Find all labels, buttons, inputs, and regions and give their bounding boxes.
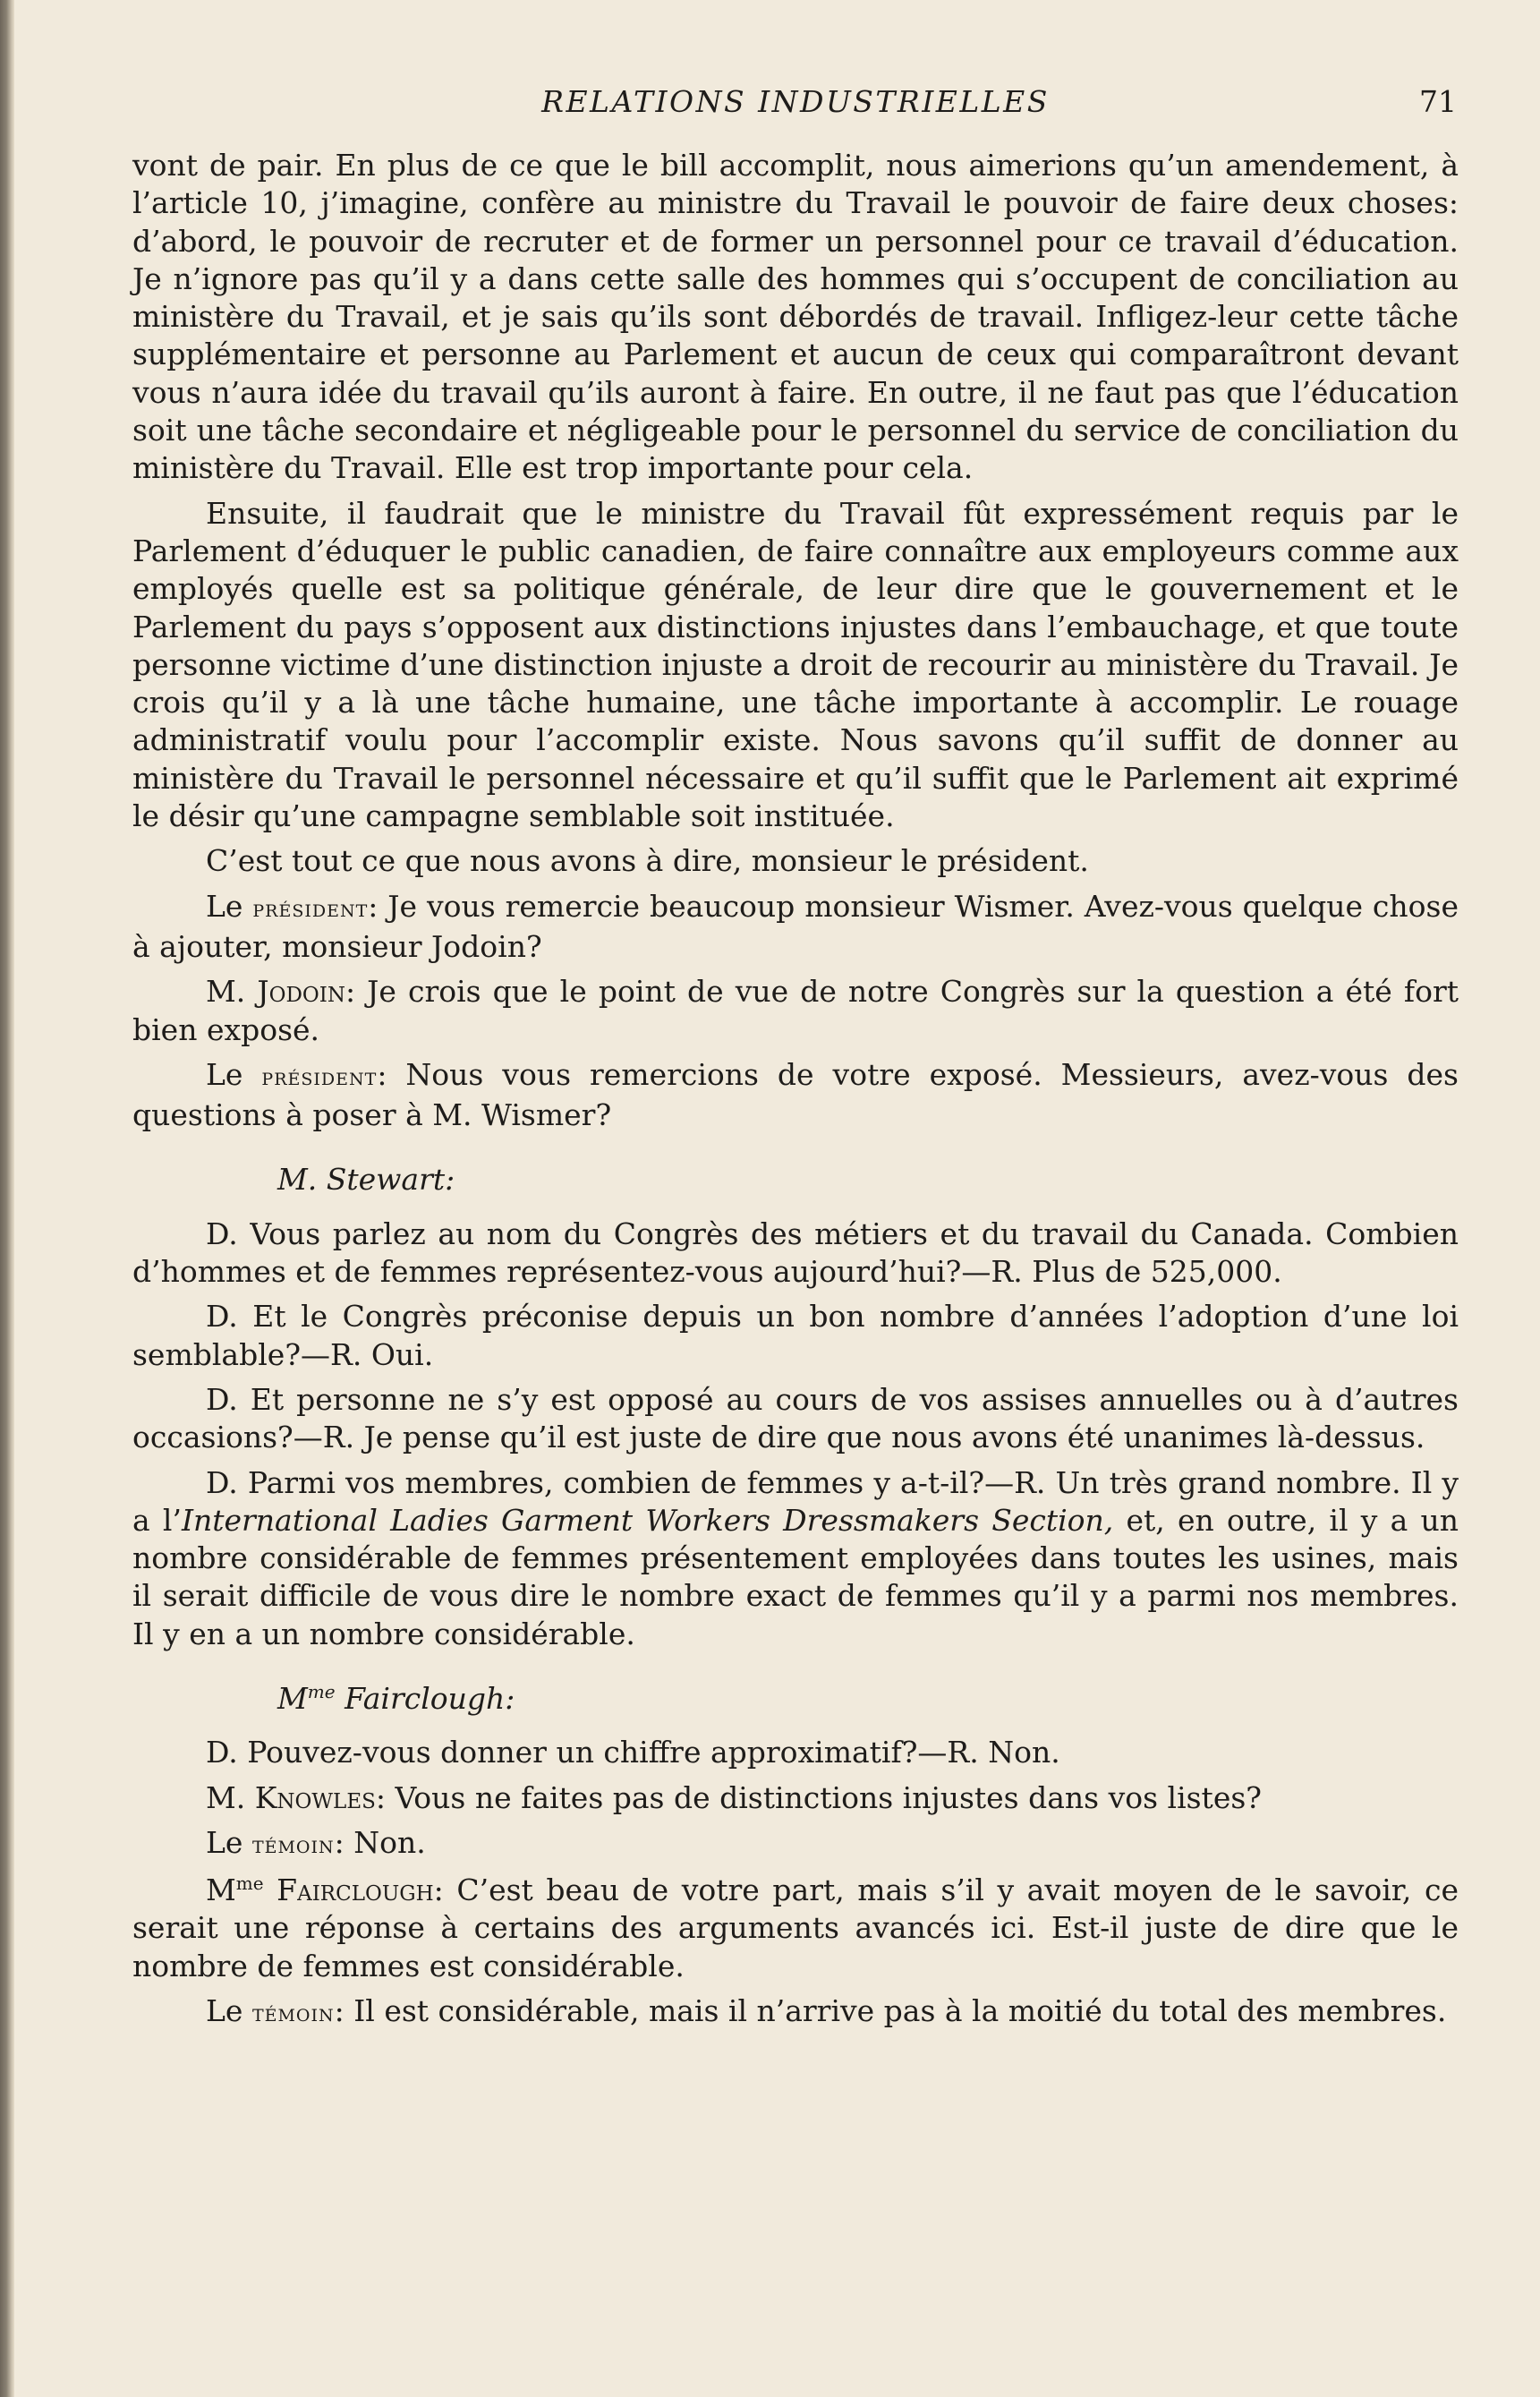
- speaker-name-knowles: Knowles: [254, 1779, 376, 1815]
- title-superscript: me: [307, 1680, 336, 1702]
- speech-text: : Il est considérable, mais il n’arrive pas à la moitié du total des membres.: [334, 1993, 1447, 2029]
- page-number: 71: [1419, 84, 1457, 119]
- speaker-name: Fairclough:: [335, 1680, 515, 1716]
- title-prefix: M: [206, 1872, 236, 1908]
- speaker-heading-stewart: M. Stewart:: [277, 1162, 455, 1198]
- paragraph-education-campaign: Ensuite, il faudrait que le ministre du Travail fût expressément requis par le Parlement d’éduquer le public canadien, de faire connaître aux employeurs comme aux employés quelle est sa politique générale, de leur dire que le gouvernement et le Parlement du pays s’opposent aux distinctions injustes dans l’embauchage, et que toute personne victime d’une distinction injuste a droit de recourir au ministère du Travail. Je crois qu’il y a là une tâche humaine, une tâche importante à accomplir. Le rouage administratif voulu pour l’accomplir existe. Nous savons qu’il suffit de donner au ministère du Travail le personnel nécessaire et qu’il suffit que le Parlement ait exprimé le désir qu’une campagne semblable soit instituée.: [132, 495, 1459, 834]
- question-answer-membership: D. Vous parlez au nom du Congrès des métiers et du travail du Canada. Combien d’hommes et de femmes représentez-vous aujourd’hui?—R. Plus de 525,000.: [132, 1216, 1459, 1290]
- speaker-prefix: Le: [206, 1993, 252, 2029]
- book-binding-edge: [0, 0, 14, 2397]
- speech-text: : Non.: [334, 1824, 426, 1860]
- book-page: [132, 79, 1459, 2040]
- jodoin-reply: [132, 973, 1459, 1049]
- speaker-label-witness: témoin: [251, 2000, 335, 2028]
- speaker-prefix: Le: [206, 1056, 262, 1092]
- speaker-label-witness: témoin: [251, 1830, 335, 1859]
- president-invites-questions: [132, 1056, 1459, 1135]
- body-text: [132, 147, 1459, 2033]
- paragraph-closing-remark: C’est tout ce que nous avons à dire, monsieur le président.: [206, 843, 1089, 879]
- speech-text: : Vous ne faites pas de distinctions injustes dans vos listes?: [375, 1779, 1262, 1815]
- speech-text: : Je crois que le point de vue de notre Congrès sur la question a été fort bien exposé.: [132, 974, 1459, 1047]
- speaker-prefix: Le: [206, 1824, 252, 1860]
- speech-text: : Nous vous remercions de votre exposé. Messieurs, avez-vous des questions à poser à M. Wismer?: [132, 1056, 1459, 1133]
- speaker-prefix: Le: [206, 888, 253, 924]
- question-answer-unanimity: D. Et personne ne s’y est opposé au cours de vos assises annuelles ou à d’autres occasions?—R. Je pense qu’il est juste de dire que nous avons été unanimes là-dessus.: [132, 1381, 1459, 1455]
- speaker-name-jodoin: Jodoin: [257, 974, 345, 1010]
- running-title: RELATIONS INDUSTRIELLES: [541, 84, 1050, 119]
- witness-reply-considerable: [132, 1992, 1459, 2033]
- speaker-label-president: président: [252, 894, 369, 923]
- title-superscript: me: [235, 1872, 264, 1895]
- knowles-question: [132, 1779, 1459, 1817]
- speaker-heading-fairclough: [132, 1680, 1459, 1718]
- paragraph-continuation: vont de pair. En plus de ce que le bill accomplit, nous aimerions qu’un amendement, à l’article 10, j’imagine, confère au ministre du Travail le pouvoir de faire deux choses: d’abord, le pouvoir de recruter et de former un personnel pour ce travail d’éducation. Je n’ignore pas qu’il y a dans cette salle des hommes qui s’occupent de conciliation au ministère du Travail, et je sais qu’ils sont débordés de travail. Infligez-leur cette tâche supplémentaire et personne au Parlement et aucun de ceux qui comparaîtront devant vous n’aura idée du travail qu’ils auront à faire. En outre, il ne faut pas que l’éducation soit une tâche secondaire et négligeable pour le personnel du service de conciliation du ministère du Travail. Elle est trop importante pour cela.: [132, 148, 1459, 486]
- speaker-label-president: président: [261, 1062, 378, 1091]
- title-prefix: M: [277, 1680, 308, 1716]
- question-answer-estimate: D. Pouvez-vous donner un chiffre approximatif?—R. Non.: [206, 1735, 1060, 1770]
- question-answer-support: D. Et le Congrès préconise depuis un bon nombre d’années l’adoption d’une loi semblable?—R. Oui.: [132, 1299, 1459, 1372]
- answer-text: et, en outre, il y a un nombre considérable de femmes présentement employées dans toutes les usines, mais il serait difficile de vous dire le nombre exact de femmes qu’il y a parmi nos membres. Il y en a un nombre considérable.: [132, 1502, 1459, 1651]
- question-text: D. Parmi vos membres, combien de femmes y a-t-il?—R. Un très grand nombre. Il y a l’: [132, 1464, 1459, 1538]
- organization-name: International Ladies Garment Workers Dressmakers Section,: [181, 1502, 1114, 1538]
- running-head: [132, 79, 1459, 125]
- question-answer-women-members: [132, 1464, 1459, 1653]
- president-thanks-wismer: [132, 888, 1459, 967]
- speech-text: : C’est beau de votre part, mais s’il y avait moyen de le savoir, ce serait une réponse à certains des arguments avancés ici. Est-il juste de dire que le nombre de femmes est considérable.: [132, 1872, 1459, 1983]
- fairclough-remark: [132, 1872, 1459, 1985]
- speech-text: : Je vous remercie beaucoup monsieur Wismer. Avez-vous quelque chose à ajouter, monsieur Jodoin?: [132, 888, 1459, 964]
- speaker-prefix: M.: [206, 1779, 255, 1815]
- speaker-prefix: M.: [206, 974, 258, 1010]
- speaker-name-fairclough: Fairclough: [263, 1872, 434, 1908]
- witness-reply-no: [132, 1824, 1459, 1864]
